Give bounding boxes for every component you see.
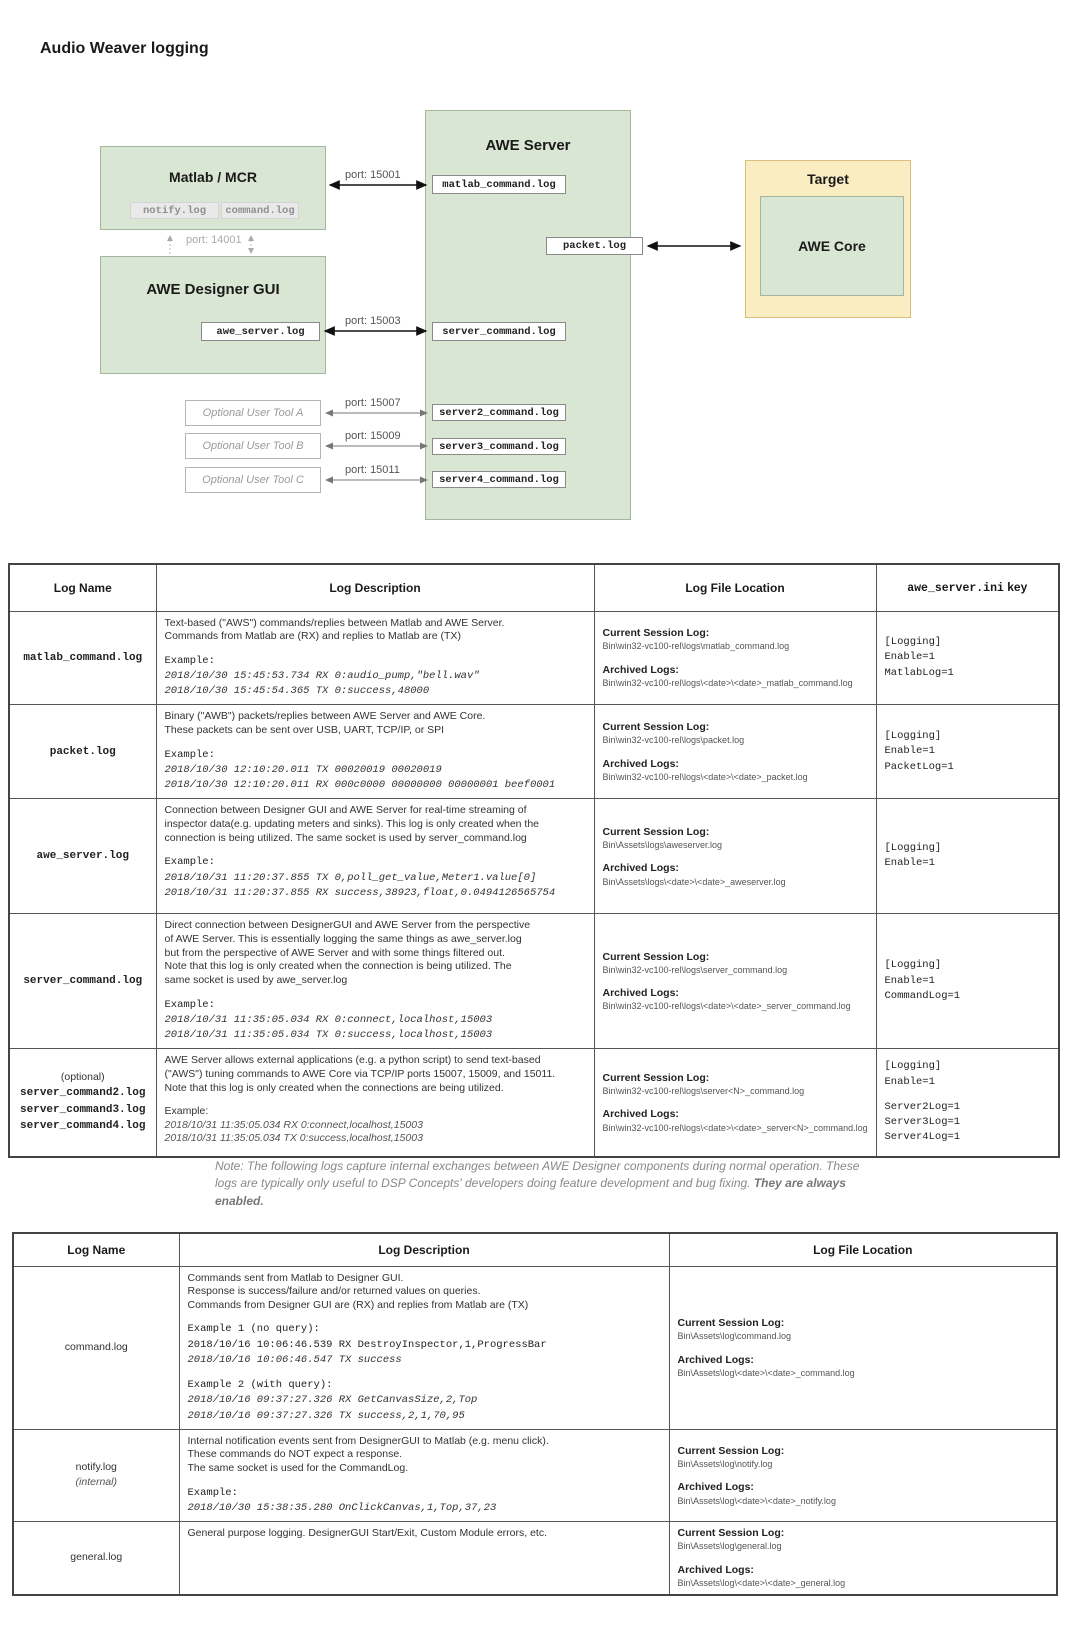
spacer — [188, 1368, 661, 1378]
port-15007-label: port: 15007 — [345, 397, 401, 409]
spacer — [165, 988, 586, 998]
col2-header-log-description: Log Description — [179, 1233, 669, 1266]
server-command-log-row — [9, 914, 1059, 1049]
matlab-command-log-desc-cell — [156, 611, 594, 705]
spacer — [165, 644, 586, 654]
target-title: Target — [807, 171, 849, 187]
general-log-loc-cell — [669, 1522, 1057, 1595]
text-line: Bin\win32-vc100-rel\logs\packet.log — [602, 735, 745, 746]
awe-server-log-key-cell — [876, 799, 1059, 914]
internal-logs-note — [215, 1158, 877, 1210]
command-log-name-cell — [13, 1266, 179, 1429]
text-line: Example: — [164, 654, 215, 667]
packet-log-key-cell — [876, 705, 1059, 799]
text-line: Text-based ("AWS") commands/replies between Matlab and AWE Server. — [164, 616, 505, 629]
text-line: PacketLog=1 — [884, 760, 954, 773]
text-line: connection is being utilized. The same socket is used by server_command.log — [164, 831, 527, 844]
page-title: Audio Weaver logging — [40, 40, 209, 57]
notify-log-row — [13, 1429, 1057, 1521]
text-line: [Logging] — [884, 730, 942, 743]
packet-log-chip: packet.log — [546, 237, 643, 255]
text-line: Commands sent from Matlab to Designer GUI. — [187, 1271, 404, 1284]
text-line: 2018/10/31 11:35:05.034 TX 0:success,localhost,15003 — [164, 1029, 493, 1042]
text-line: Bin\Assets\log\general.log — [677, 1541, 782, 1552]
matlab-command-log-name-cell — [9, 611, 156, 705]
text-line: Example 1 (no query): — [187, 1323, 320, 1336]
text-line: Bin\Assets\log\<date>\<date>_general.log — [677, 1578, 846, 1589]
text-line: AWE Server allows external applications (e.g. a python script) to send text-based — [164, 1054, 541, 1067]
text-line: Internal notification events sent from DesignerGUI to Matlab (e.g. menu click). — [187, 1434, 549, 1447]
optional-user-tool-b-box: Optional User Tool B — [185, 433, 321, 459]
optional-user-tool-c-box: Optional User Tool C — [185, 467, 321, 493]
text-line: Example: — [164, 1105, 209, 1118]
text-line: ("AWS") tuning commands to AWE Core via TCP/IP ports 15007, 15009, and 15011. — [164, 1067, 556, 1080]
note-text: Note: The following logs capture internal exchanges between AWE Designer components during normal operation. These logs are typically only useful to DSP Concepts' developers doing feature development and bug fixing. — [215, 1159, 860, 1191]
awe-core-title: AWE Core — [798, 238, 866, 254]
text-line: general.log — [70, 1551, 123, 1564]
text-line: Server2Log=1 — [884, 1100, 961, 1113]
port-15009-label: port: 15009 — [345, 430, 401, 442]
text-line: command.log — [64, 1341, 128, 1353]
text-line: Archived Logs: — [602, 663, 679, 676]
text-line: Archived Logs: — [677, 1353, 754, 1366]
text-line: Bin\Assets\log\command.log — [677, 1331, 792, 1342]
text-line: MatlabLog=1 — [884, 666, 954, 679]
text-line: (internal) — [75, 1476, 117, 1489]
matlab-mcr-title: Matlab / MCR — [169, 169, 257, 185]
text-line: 2018/10/31 11:35:05.034 RX 0:connect,localhost,15003 — [164, 1118, 423, 1131]
text-line: 2018/10/16 10:06:46.539 RX DestroyInspector,1,ProgressBar — [187, 1338, 547, 1351]
notify-log-desc-cell — [179, 1429, 669, 1521]
text-line: 2018/10/16 09:37:27.326 TX success,2,1,70,95 — [187, 1409, 465, 1422]
text-line: inspector data(e.g. updating meters and sinks). This log is only created when the — [164, 818, 540, 831]
text-line: awe_server.log — [36, 850, 129, 863]
awe-designer-gui-title: AWE Designer GUI — [146, 281, 280, 298]
ini-key-rest: key — [1007, 580, 1028, 595]
text-line: Bin\Assets\log\notify.log — [677, 1458, 773, 1469]
text-line: The same socket is used for the CommandLog. — [187, 1462, 409, 1475]
general-log-desc-cell — [179, 1522, 669, 1595]
text-line: General purpose logging. DesignerGUI Start/Exit, Custom Module errors, etc. — [187, 1527, 547, 1540]
text-line: packet.log — [49, 745, 116, 758]
server-command-n-log-loc-cell — [594, 1049, 876, 1157]
text-line: 2018/10/30 15:38:35.280 OnClickCanvas,1,Top,37,23 — [187, 1501, 497, 1514]
text-line: Example: — [164, 748, 215, 761]
matlab-command-log-row — [9, 611, 1059, 705]
text-line: Bin\win32-vc100-rel\logs\<date>\<date>_server<N>_command.log — [602, 1122, 868, 1133]
text-line: Bin\Assets\logs\<date>\<date>_aweserver.log — [602, 876, 786, 887]
general-log-row — [13, 1522, 1057, 1595]
text-line: Note that this log is only created when the connection is being utilized. The — [164, 960, 512, 973]
text-line: Bin\Assets\log\<date>\<date>_command.log — [677, 1367, 855, 1378]
text-line: Current Session Log: — [602, 950, 710, 963]
spacer — [885, 1090, 1051, 1100]
general-log-name-cell — [13, 1522, 179, 1595]
text-line: but from the perspective of AWE Server and with some things filtered out. — [164, 946, 505, 959]
spacer — [165, 738, 586, 748]
text-line: These commands do NOT expect a response. — [187, 1448, 403, 1461]
server-logs-table-header — [9, 564, 1059, 611]
text-line: Current Session Log: — [677, 1444, 785, 1457]
text-line: Direct connection between DesignerGUI and AWE Server from the perspective — [164, 919, 531, 932]
text-line: Archived Logs: — [602, 862, 679, 875]
awe-server-log-loc-cell — [594, 799, 876, 914]
text-line: Example: — [164, 998, 215, 1011]
text-line: 2018/10/31 11:35:05.034 RX 0:connect,localhost,15003 — [164, 1013, 493, 1026]
text-line: matlab_command.log — [23, 651, 143, 664]
text-line: These packets can be sent over USB, UART, TCP/IP, or SPI — [164, 724, 445, 737]
server-logs-table — [8, 563, 1060, 1158]
note-bold-text: They are always enabled. — [215, 1176, 846, 1208]
text-line: Archived Logs: — [602, 757, 679, 770]
text-line: of AWE Server. This is essentially logging the same things as awe_server.log — [164, 933, 522, 946]
notify-log-loc-cell — [669, 1429, 1057, 1521]
col-header-ini-key — [876, 564, 1059, 611]
text-line: 2018/10/31 11:20:37.855 RX success,38923,float,0.0494126565754 — [164, 886, 556, 899]
text-line: 2018/10/16 09:37:27.326 RX GetCanvasSize,2,Top — [187, 1394, 478, 1407]
awe-server-title: AWE Server — [485, 137, 571, 154]
awe-core-box — [760, 196, 904, 296]
text-line: Bin\Assets\log\<date>\<date>_notify.log — [677, 1495, 836, 1506]
text-line: server_command2.log — [20, 1087, 146, 1100]
text-line: [Logging] — [884, 636, 942, 649]
text-line: [Logging] — [884, 959, 942, 972]
text-line: Bin\win32-vc100-rel\logs\<date>\<date>_packet.log — [602, 772, 808, 783]
col-header-log-file-location: Log File Location — [594, 564, 876, 611]
packet-log-desc-cell — [156, 705, 594, 799]
text-line: Current Session Log: — [602, 825, 710, 838]
packet-log-loc-cell — [594, 705, 876, 799]
text-line: Example: — [187, 1486, 238, 1499]
text-line: (optional) — [60, 1071, 105, 1084]
awe-server-box — [425, 110, 631, 520]
text-line: server_command4.log — [20, 1120, 146, 1133]
server2-command-log-chip: server2_command.log — [432, 404, 566, 421]
text-line: Commands from Designer GUI are (RX) and replies from Matlab are (TX) — [187, 1298, 529, 1311]
spacer — [603, 653, 868, 663]
spacer — [603, 976, 868, 986]
text-line: Enable=1 — [884, 651, 935, 664]
spacer — [678, 1470, 1049, 1480]
server-command-log-loc-cell — [594, 914, 876, 1049]
awe-designer-gui-box — [100, 256, 326, 374]
packet-log-name-cell — [9, 705, 156, 799]
text-line: Bin\win32-vc100-rel\logs\server<N>_command.log — [602, 1085, 805, 1096]
awe-server-log-row — [9, 799, 1059, 914]
server-command-log-key-cell — [876, 914, 1059, 1049]
text-line: 2018/10/30 12:10:20.011 RX 000c0000 00000000 00000001 beef0001 — [164, 779, 556, 792]
text-line: Connection between Designer GUI and AWE Server for real-time streaming of — [164, 804, 527, 817]
command-log-row — [13, 1266, 1057, 1429]
text-line: Bin\win32-vc100-rel\logs\server_command.log — [602, 964, 788, 975]
text-line: Bin\win32-vc100-rel\logs\matlab_command.log — [602, 641, 790, 652]
text-line: notify.log — [75, 1461, 117, 1474]
spacer — [603, 747, 868, 757]
text-line: Note that this log is only created when the connections are being utilized. — [164, 1081, 504, 1094]
text-line: CommandLog=1 — [884, 989, 961, 1002]
col2-header-log-name: Log Name — [13, 1233, 179, 1266]
text-line: same socket is used by awe_server.log — [164, 973, 348, 986]
text-line: Archived Logs: — [677, 1481, 754, 1494]
text-line: 2018/10/16 10:06:46.547 TX success — [187, 1353, 402, 1366]
command-log-loc-cell — [669, 1266, 1057, 1429]
text-line: server_command.log — [23, 975, 143, 988]
text-line: Enable=1 — [884, 857, 935, 870]
text-line: Enable=1 — [884, 974, 935, 987]
server4-command-log-chip: server4_command.log — [432, 471, 566, 488]
designer-logs-table-header — [13, 1233, 1057, 1266]
text-line: Example: — [164, 856, 215, 869]
text-line: Bin\win32-vc100-rel\logs\<date>\<date>_server_command.log — [602, 1001, 851, 1012]
text-line: Current Session Log: — [677, 1527, 785, 1540]
col-header-log-description: Log Description — [156, 564, 594, 611]
matlab-command-log-key-cell — [876, 611, 1059, 705]
text-line: 2018/10/30 15:45:53.734 RX 0:audio_pump,"bell.wav" — [164, 670, 480, 682]
text-line: Bin\Assets\logs\aweserver.log — [602, 839, 723, 850]
spacer — [165, 1095, 586, 1105]
text-line: Commands from Matlab are (RX) and replies to Matlab are (TX) — [164, 630, 461, 643]
port-14001-label: port: 14001 — [186, 234, 242, 246]
designer-internal-logs-table — [12, 1232, 1058, 1596]
text-line: 2018/10/30 15:45:54.365 TX 0:success,48000 — [164, 685, 430, 698]
ini-key-mono: awe_server.ini — [907, 582, 1004, 596]
awe-server-log-name-cell — [9, 799, 156, 914]
server-command-log-name-cell — [9, 914, 156, 1049]
port-15003-label: port: 15003 — [345, 315, 401, 327]
text-line: Current Session Log: — [602, 1071, 710, 1084]
text-line: Current Session Log: — [602, 627, 710, 640]
text-line: [Logging] — [884, 1060, 942, 1073]
packet-log-row — [9, 705, 1059, 799]
text-line: Example 2 (with query): — [187, 1379, 333, 1392]
text-line: Current Session Log: — [677, 1316, 785, 1329]
server-command-n-log-row — [9, 1049, 1059, 1157]
text-line: Current Session Log: — [602, 721, 710, 734]
col2-header-log-file-location: Log File Location — [669, 1233, 1057, 1266]
server-command-log-desc-cell — [156, 914, 594, 1049]
text-line: Bin\win32-vc100-rel\logs\<date>\<date>_matlab_command.log — [602, 678, 853, 689]
awe-server-log-desc-cell — [156, 799, 594, 914]
spacer — [678, 1343, 1049, 1353]
text-line: Binary ("AWB") packets/replies between AWE Server and AWE Core. — [164, 710, 486, 723]
port-15001-label: port: 15001 — [345, 169, 401, 181]
matlab-command-log-chip: matlab_command.log — [432, 175, 566, 194]
text-line: Archived Logs: — [602, 1108, 679, 1121]
optional-user-tool-a-box: Optional User Tool A — [185, 400, 321, 426]
notify-log-name-cell — [13, 1429, 179, 1521]
server-command-log-chip: server_command.log — [432, 322, 566, 341]
server-command-n-log-desc-cell — [156, 1049, 594, 1157]
command-log-chip: command.log — [221, 202, 299, 219]
awe-server-log-chip: awe_server.log — [201, 322, 320, 341]
text-line: [Logging] — [884, 842, 942, 855]
text-line: Enable=1 — [884, 1075, 935, 1088]
spacer — [678, 1553, 1049, 1563]
server-command-n-log-key-cell — [876, 1049, 1059, 1157]
command-log-desc-cell — [179, 1266, 669, 1429]
col-header-log-name: Log Name — [9, 564, 156, 611]
text-line: Server4Log=1 — [884, 1131, 961, 1144]
text-line: Archived Logs: — [677, 1563, 754, 1576]
server-command-n-log-name-cell — [9, 1049, 156, 1157]
text-line: Archived Logs: — [602, 987, 679, 1000]
notify-log-chip: notify.log — [130, 202, 219, 219]
text-line: server_command3.log — [20, 1103, 146, 1116]
matlab-command-log-loc-cell — [594, 611, 876, 705]
spacer — [188, 1476, 661, 1486]
text-line: 2018/10/31 11:35:05.034 TX 0:success,localhost,15003 — [164, 1132, 423, 1145]
text-line: 2018/10/30 12:10:20.011 TX 00020019 00020019 — [164, 763, 442, 776]
logging-architecture-diagram — [0, 0, 1067, 560]
spacer — [603, 851, 868, 861]
text-line: Response is success/failure and/or returned values on queries. — [187, 1285, 481, 1298]
text-line: Enable=1 — [884, 745, 935, 758]
text-line: Server3Log=1 — [884, 1116, 961, 1129]
server3-command-log-chip: server3_command.log — [432, 438, 566, 455]
text-line: 2018/10/31 11:20:37.855 TX 0,poll_get_value,Meter1.value[0] — [164, 871, 537, 884]
spacer — [165, 845, 586, 855]
spacer — [188, 1312, 661, 1322]
spacer — [603, 1097, 868, 1107]
port-15011-label: port: 15011 — [345, 464, 400, 476]
